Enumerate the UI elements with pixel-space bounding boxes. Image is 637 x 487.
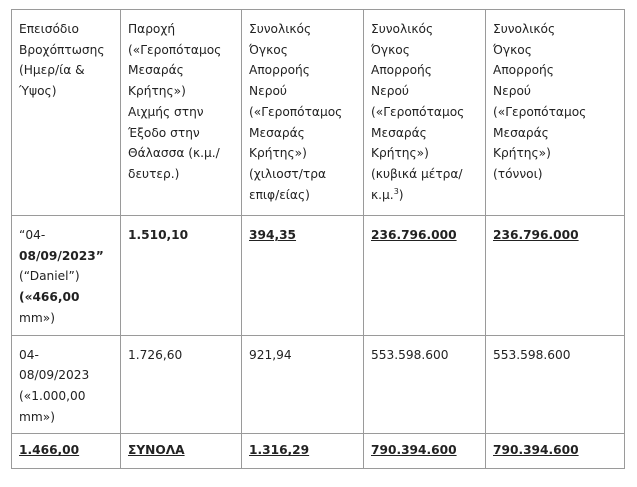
volume-mm-value: 921,94 xyxy=(242,335,364,434)
totals-label: ΣΥΝΟΛΑ xyxy=(121,434,242,469)
header-cell-peak-discharge: Παροχή («Γεροπόταμος Μεσαράς Κρήτης») Αιχμής στην Έξοδο στην Θάλασσα (κ.μ./ δευτερ.) xyxy=(121,10,242,216)
peak-discharge-value: 1.726,60 xyxy=(121,335,242,434)
totals-volume-m3: 790.394.600 xyxy=(364,434,486,469)
volume-tonnes-value: 236.796.000 xyxy=(486,216,625,336)
table-row xyxy=(12,335,625,434)
volume-mm-value: 394,35 xyxy=(242,216,364,336)
volume-m3-value: 236.796.000 xyxy=(364,216,486,336)
header-row xyxy=(12,10,625,216)
volume-m3-value: 553.598.600 xyxy=(364,335,486,434)
volume-tonnes-value: 553.598.600 xyxy=(486,335,625,434)
peak-discharge-value: 1.510,10 xyxy=(121,216,242,336)
runoff-table xyxy=(11,9,625,469)
totals-volume-mm: 1.316,29 xyxy=(242,434,364,469)
totals-volume-tonnes: 790.394.600 xyxy=(486,434,625,469)
row-episode-cell: “04- 08/09/2023” (“Daniel”) («466,00 mm») xyxy=(12,216,121,336)
header-cell-episode: Επεισόδιο Βροχόπτωσης (Ημερ/ία & Ύψος) xyxy=(12,10,121,216)
totals-rainfall: 1.466,00 xyxy=(12,434,121,469)
header-cell-volume-tonnes: Συνολικός Όγκος Απορροής Νερού («Γεροπόταμος Μεσαράς Κρήτης») (τόννοι) xyxy=(486,10,625,216)
table-row xyxy=(12,216,625,336)
header-cell-volume-mm: Συνολικός Όγκος Απορροής Νερού («Γεροπόταμος Μεσαράς Κρήτης») (χιλιοστ/τρα επιφ/είας) xyxy=(242,10,364,216)
header-cell-volume-m3: Συνολικός Όγκος Απορροής Νερού («Γεροπόταμος Μεσαράς Κρήτης») (κυβικά μέτρα/ κ.μ.$^3$) xyxy=(364,10,486,216)
totals-row xyxy=(12,434,625,469)
row-episode-cell: 04- 08/09/2023 («1.000,00 mm») xyxy=(12,335,121,434)
